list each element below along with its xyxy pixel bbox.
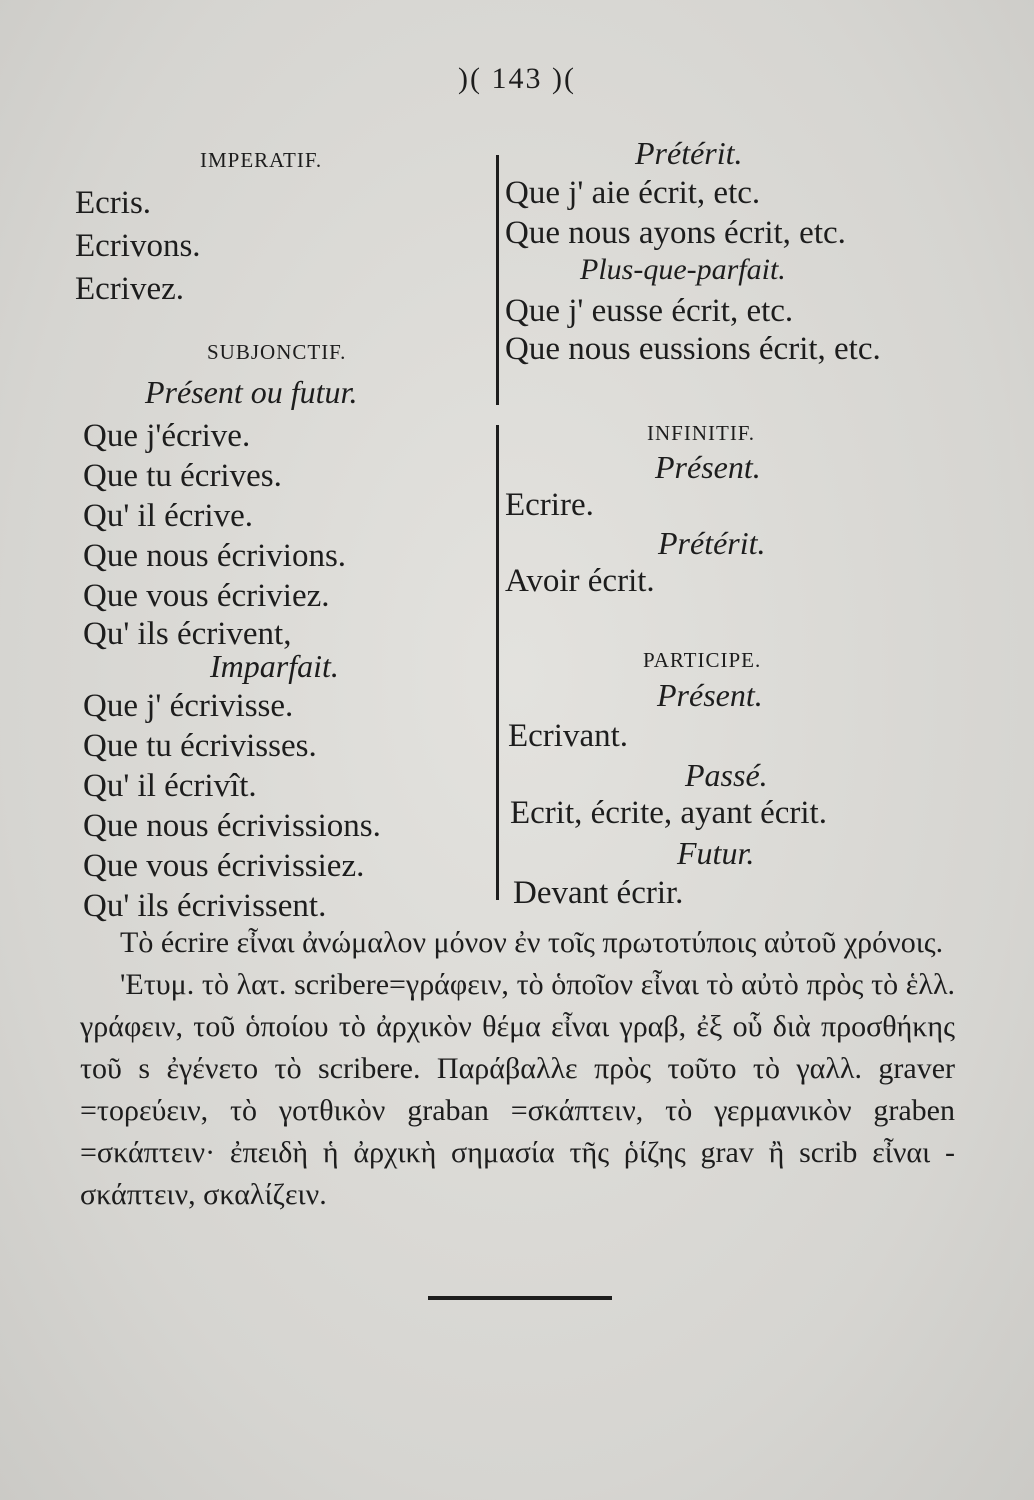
infinitif-present-line: Ecrire. — [505, 487, 594, 523]
note-paragraph-2: 'Ετυμ. τὸ λατ. scribere=γράφειν, τὸ ὁποῖον εἶναι τὸ αὐτὸ πρὸς τὸ ἑλλ. γράφειν, τοῦ ὁποίου τὸ ἀρχικὸν θέμα εἶναι γραβ, ἐξ οὗ διὰ προσθήκης τοῦ s ἐγένετο τὸ scribere. Παράβαλλε πρὸς τοῦτο τὸ γαλλ. graver =τορεύειν, τὸ γοτθικὸν graban =σκάπτειν, τὸ γερμανικὸν graben =σκάπτειν· ἐπειδὴ ἡ ἀρχικὴ σημασία τῆς ῥίζης grav ἢ scrib εἶναι - σκάπτειν, σκαλίζειν. — [80, 968, 955, 1211]
imparfait-line-2: Que tu écrivisses. — [83, 728, 317, 764]
closing-rule — [428, 1296, 612, 1300]
imperatif-line-2: Ecrivons. — [75, 228, 201, 264]
preterit-heading: Prétérit. — [635, 135, 743, 171]
imperatif-line-3: Ecrivez. — [75, 271, 185, 307]
imperatif-heading: IMPERATIF. — [200, 148, 323, 172]
plus-que-parfait-heading: Plus-que-parfait. — [580, 253, 786, 286]
imparfait-line-4: Que nous écrivissions. — [83, 808, 381, 844]
infinitif-preterit-line: Avoir écrit. — [505, 563, 655, 599]
imparfait-line-5: Que vous écrivissiez. — [83, 848, 365, 884]
imparfait-line-1: Que j' écrivisse. — [83, 688, 294, 724]
present-line-2: Que tu écrives. — [83, 458, 282, 494]
etymology-notes — [80, 922, 955, 1216]
page-number: )( 143 )( — [458, 62, 576, 95]
present-line-1: Que j'écrive. — [83, 418, 251, 454]
present-futur-heading: Présent ou futur. — [145, 374, 358, 410]
participe-passe-line: Ecrit, écrite, ayant écrit. — [510, 795, 827, 831]
imparfait-heading: Imparfait. — [210, 648, 339, 684]
participe-present-line: Ecrivant. — [508, 718, 629, 754]
plusque-line-1: Que j' eusse écrit, etc. — [505, 293, 794, 329]
column-divider-bottom — [496, 425, 499, 900]
participe-passe-heading: Passé. — [685, 757, 768, 793]
infinitif-present-heading: Présent. — [655, 449, 761, 485]
note-paragraph-1: Τὸ écrire εἶναι ἀνώμαλον μόνον ἐν τοῖς πρωτοτύποις αὐτοῦ χρόνοις. — [120, 926, 944, 959]
plusque-line-2: Que nous eussions écrit, etc. — [505, 331, 881, 367]
imparfait-line-3: Qu' il écrivît. — [83, 768, 257, 804]
participe-present-heading: Présent. — [657, 677, 763, 713]
imparfait-line-6: Qu' ils écrivissent. — [83, 888, 327, 924]
participe-futur-line: Devant écrir. — [513, 875, 684, 911]
preterit-line-2: Que nous ayons écrit, etc. — [505, 215, 846, 251]
present-line-6: Qu' ils écrivent, — [83, 616, 292, 652]
infinitif-preterit-heading: Prétérit. — [658, 525, 766, 561]
column-divider-top — [496, 155, 499, 405]
preterit-line-1: Que j' aie écrit, etc. — [505, 175, 761, 211]
infinitif-heading: INFINITIF. — [647, 421, 756, 445]
imperatif-line-1: Ecris. — [75, 185, 152, 221]
present-line-5: Que vous écriviez. — [83, 578, 330, 614]
present-line-4: Que nous écrivions. — [83, 538, 347, 574]
participe-futur-heading: Futur. — [677, 835, 755, 871]
participe-heading: PARTICIPE. — [643, 648, 762, 672]
present-line-3: Qu' il écrive. — [83, 498, 253, 534]
subjonctif-heading: SUBJONCTIF. — [207, 340, 347, 364]
